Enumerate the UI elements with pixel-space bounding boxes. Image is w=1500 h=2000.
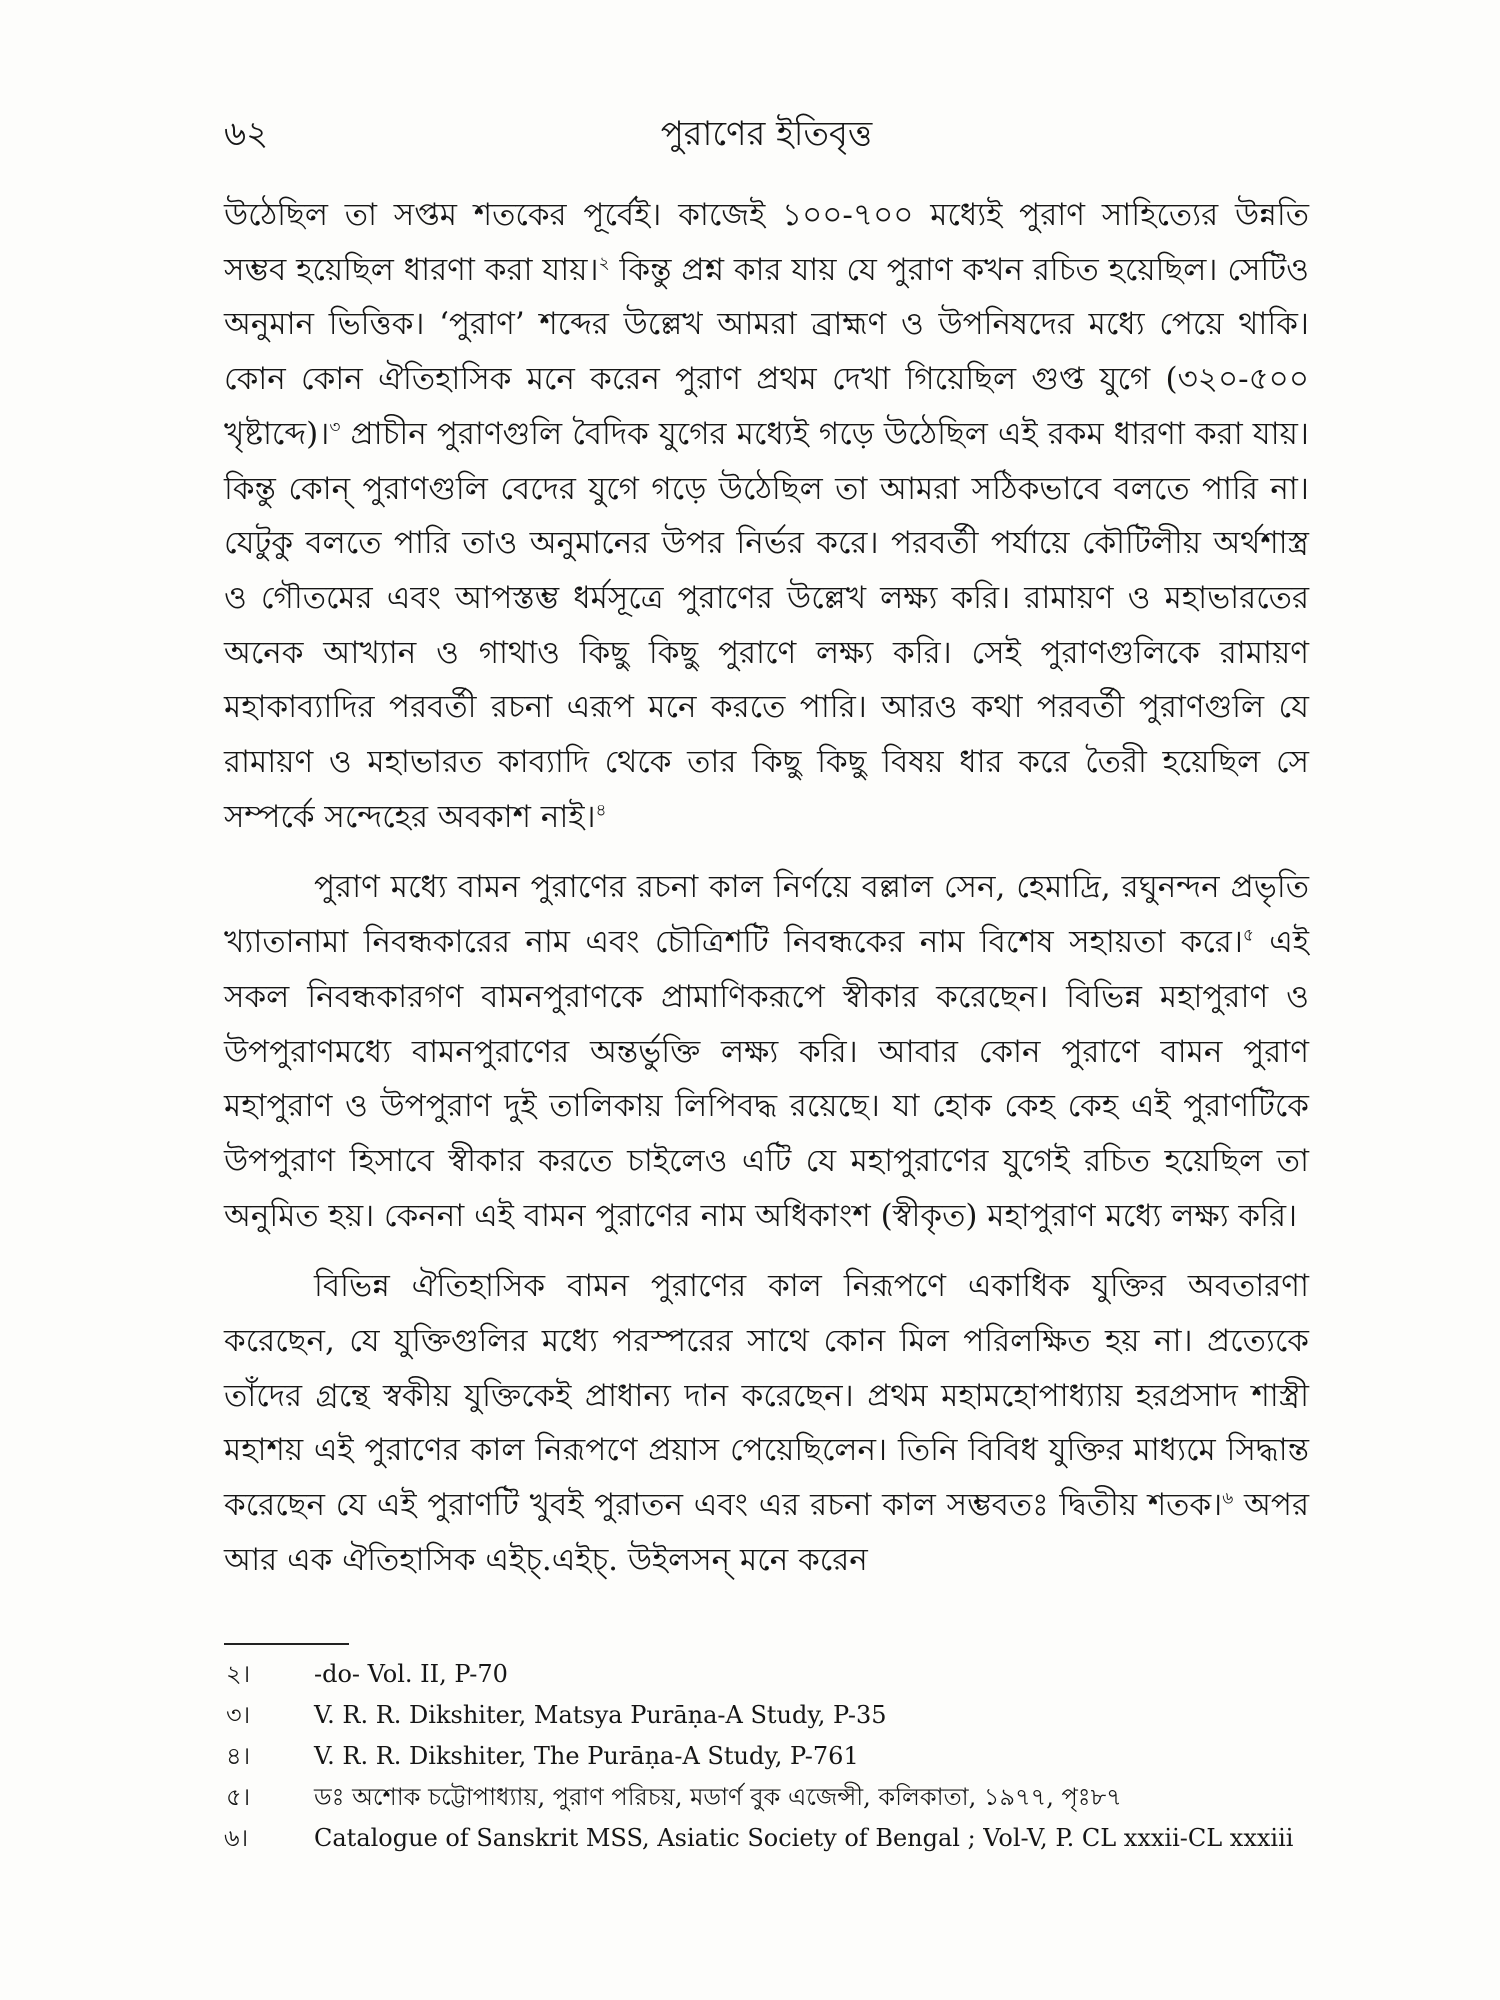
paragraph-1 [224,188,1309,844]
footnote-marker-3: ৩ [329,417,341,438]
paragraph-2-text-1: পুরাণ মধ্যে বামন পুরাণের রচনা কাল নির্ণয়ে বল্লাল সেন, হেমাদ্রি, রঘুনন্দন প্রভৃতি খ্যাতানামা নিবন্ধকারের নাম এবং চৌত্রিশটি নিবন্ধকের নাম বিশেষ সহায়তা করে। [224,869,1309,961]
paragraph-1-text-1: উঠেছিল তা সপ্তম শতকের পূর্বেই। কাজেই ১০০-৭০০ মধ্যেই পুরাণ সাহিত্যের উন্নতি সম্ভব হয়েছিল ধারণা করা যায়। [224,197,1309,288]
footnote-marker-2: ২ [598,253,610,274]
footnote-text: Catalogue of Sanskrit MSS, Asiatic Society of Bengal ; Vol-V, P. CL xxxii-CL xxxiii [314,1824,1294,1852]
footnote-text: V. R. R. Dikshiter, Matsya Purāṇa-A Study, P-35 [314,1701,887,1729]
footnote-3 [224,1695,1309,1736]
footnote-divider [224,1643,349,1645]
footnote-number: ৬। [224,1824,249,1852]
footnote-number: ২। [226,1660,251,1688]
paragraph-3-text-2: অপর আর এক ঐতিহাসিক এইচ্.এইচ্. উইলসন্ মনে করেন [224,1487,1309,1578]
footnote-text: ডঃ অশোক চট্টোপাধ্যায়, পুরাণ পরিচয়, মডার্ণ বুক এজেন্সী, কলিকাতা, ১৯৭৭, পৃঃ৮৭ [314,1783,1122,1811]
footnote-number: ৫। [226,1783,251,1811]
body-text [224,188,1309,1588]
footnote-4 [224,1736,1309,1777]
footnote-marker-6: ৬ [1222,1488,1234,1509]
footnote-6 [224,1818,1309,1859]
footnote-text: -do- Vol. II, P-70 [314,1660,508,1688]
footnote-marker-5: ৫ [1242,925,1254,946]
paragraph-1-text-2: কিন্তু প্রশ্ন কার যায় যে পুরাণ কখন রচিত হয়েছিল। সেটিও অনুমান ভিত্তিক। ‘পুরাণ’ শব্দের উল্লেখ আমরা ব্রাহ্মণ ও উপনিষদের মধ্যে পেয়ে থাকি। কোন কোন ঐতিহাসিক মনে করেন পুরাণ প্রথম দেখা গিয়েছিল গুপ্ত যুগে (৩২০-৫০০ খৃষ্টাব্দে)। [224,251,1309,452]
running-title: পুরাণের ইতিবৃত্ত [660,114,873,154]
paragraph-2 [224,860,1309,1243]
paragraph-2-text-2: এই সকল নিবন্ধকারগণ বামনপুরাণকে প্রামাণিকরূপে স্বীকার করেছেন। বিভিন্ন মহাপুরাণ ও উপপুরাণমধ্যে বামনপুরাণের অন্তর্ভুক্তি লক্ষ্য করি। আবার কোন পুরাণে বামন পুরাণ মহাপুরাণ ও উপপুরাণ দুই তালিকায় লিপিবদ্ধ রয়েছে। যা হোক কেহ কেহ এই পুরাণটিকে উপপুরাণ হিসাবে স্বীকার করতে চাইলেও এটি যে মহাপুরাণের যুগেই রচিত হয়েছিল তা অনুমিত হয়। কেননা এই বামন পুরাণের নাম অধিকাংশ (স্বীকৃত) মহাপুরাণ মধ্যে লক্ষ্য করি। [224,924,1310,1234]
footnote-text: V. R. R. Dikshiter, The Purāṇa-A Study, P-761 [314,1742,859,1770]
paragraph-3 [224,1259,1309,1587]
page-header [224,108,1309,158]
footnote-5 [224,1777,1309,1818]
paragraph-1-text-3: প্রাচীন পুরাণগুলি বৈদিক যুগের মধ্যেই গড়ে উঠেছিল এই রকম ধারণা করা যায়। কিন্তু কোন্ পুরাণগুলি বেদের যুগে গড়ে উঠেছিল তা আমরা সঠিকভাবে বলতে পারি না। যেটুকু বলতে পারি তাও অনুমানের উপর নির্ভর করে। পরবর্তী পর্যায়ে কৌটিলীয় অর্থশাস্ত্র ও গৌতমের এবং আপস্তম্ভ ধর্মসূত্রে পুরাণের উল্লেখ লক্ষ্য করি। রামায়ণ ও মহাভারতের অনেক আখ্যান ও গাথাও কিছু কিছু পুরাণে লক্ষ্য করি। সেই পুরাণগুলিকে রামায়ণ মহাকাব্যাদির পরবর্তী রচনা এরূপ মনে করতে পারি। আরও কথা পরবর্তী পুরাণগুলি যে রামায়ণ ও মহাভারত কাব্যাদি থেকে তার কিছু কিছু বিষয় ধার করে তৈরী হয়েছিল সে সম্পর্কে সন্দেহের অবকাশ নাই। [224,415,1309,835]
footnote-number: ৪। [226,1742,251,1770]
footnote-2 [224,1654,1309,1695]
footnotes [224,1654,1309,1859]
page-number: ৬২ [224,114,269,154]
footnote-number: ৩। [226,1701,251,1729]
footnote-marker-4: ৪ [595,800,607,821]
paragraph-3-text-1: বিভিন্ন ঐতিহাসিক বামন পুরাণের কাল নিরূপণে একাধিক যুক্তির অবতারণা করেছেন, যে যুক্তিগুলির মধ্যে পরস্পরের সাথে কোন মিল পরিলক্ষিত হয় না। প্রত্যেকে তাঁদের গ্রন্থে স্বকীয় যুক্তিকেই প্রাধান্য দান করেছেন। প্রথম মহামহোপাধ্যায় হরপ্রসাদ শাস্ত্রী মহাশয় এই পুরাণের কাল নিরূপণে প্রয়াস পেয়েছিলেন। তিনি বিবিধ যুক্তির মাধ্যমে সিদ্ধান্ত করেছেন যে এই পুরাণটি খুবই পুরাতন এবং এর রচনা কাল সম্ভবতঃ দ্বিতীয় শতক। [224,1268,1309,1524]
